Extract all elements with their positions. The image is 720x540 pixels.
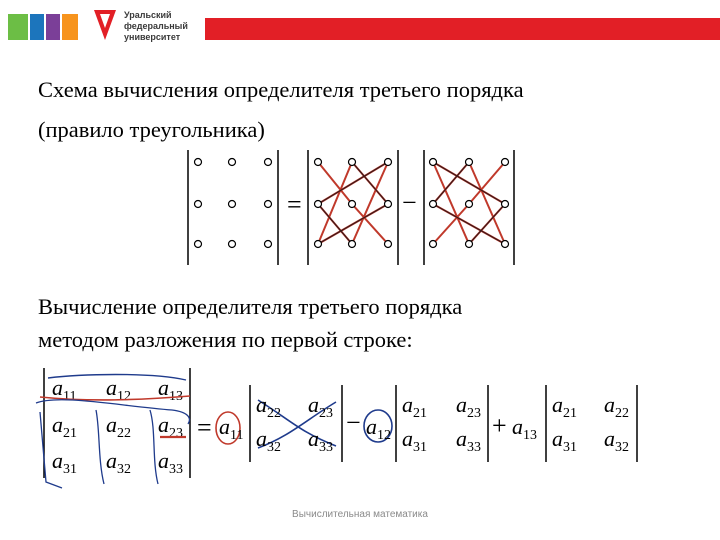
svg-text:a32 (604, 426, 629, 455)
svg-text:a12 (366, 414, 391, 443)
svg-text:a21 (52, 412, 77, 441)
minor-1-index-32: 32 (267, 440, 281, 455)
minor-2-index-21: 21 (413, 406, 427, 421)
logo-text-line-2: федеральный (124, 21, 188, 31)
matrix-letter: a (158, 412, 169, 437)
equals-sign: = (287, 190, 302, 219)
expansion-equals-sign: = (197, 413, 212, 442)
section-2-title-line-1: Вычисление определителя третьего порядка (38, 294, 463, 319)
minor-2-index-33: 33 (467, 440, 481, 455)
minor-1-index-33: 33 (319, 440, 333, 455)
minor-3-index-21: 21 (563, 406, 577, 421)
coefficient-letter: a (219, 414, 230, 439)
matrix-index-13: 13 (169, 389, 183, 404)
footer-caption: Вычислительная математика (292, 509, 428, 520)
matrix-letter: a (52, 448, 63, 473)
svg-text:a31 (52, 448, 77, 477)
matrix-index-33: 33 (169, 462, 183, 477)
matrix-letter: a (52, 412, 63, 437)
matrix-index-11: 11 (63, 389, 77, 404)
minus-sign: − (402, 188, 417, 217)
minor-letter: a (552, 426, 563, 451)
svg-text:a23 (308, 392, 333, 421)
minor-3 (552, 392, 629, 455)
minor-2 (402, 392, 481, 455)
minor-letter: a (604, 392, 615, 417)
minor-letter: a (308, 392, 319, 417)
handwritten-annotations (36, 375, 392, 489)
matrix-index-12: 12 (117, 389, 131, 404)
svg-text:a22 (106, 412, 131, 441)
matrix-letter: a (158, 448, 169, 473)
minor-letter: a (402, 426, 413, 451)
svg-text:a33 (158, 448, 183, 477)
svg-text:a22 (604, 392, 629, 421)
svg-text:a31 (552, 426, 577, 455)
svg-text:a11 (219, 414, 243, 443)
matrix-index-32: 32 (117, 462, 131, 477)
minor-letter: a (256, 392, 267, 417)
matrix-letter: a (158, 375, 169, 400)
minor-letter: a (604, 426, 615, 451)
minor-1 (256, 392, 333, 455)
expansion-plus-sign: + (492, 411, 507, 440)
svg-text:a33 (456, 426, 481, 455)
svg-text:a13 (512, 414, 537, 443)
minor-3-index-31: 31 (563, 440, 577, 455)
svg-text:a23 (456, 392, 481, 421)
matrix-letter: a (106, 412, 117, 437)
main-matrix (52, 375, 183, 477)
minor-2-index-31: 31 (413, 440, 427, 455)
section-1-title-line-1: Схема вычисления определителя третьего порядка (38, 77, 524, 102)
logo-text-line-1: Уральский (124, 10, 172, 20)
svg-text:a21 (402, 392, 427, 421)
coefficient-letter: a (366, 414, 377, 439)
svg-text:a32 (106, 448, 131, 477)
minor-letter: a (456, 392, 467, 417)
matrix-index-31: 31 (63, 462, 77, 477)
matrix-index-23: 23 (169, 426, 183, 441)
minor-2-index-23: 23 (467, 406, 481, 421)
minor-1-index-22: 22 (267, 406, 281, 421)
coefficient-index-11: 11 (230, 428, 244, 443)
logo-text-line-3: университет (124, 32, 181, 42)
matrix-letter: a (52, 375, 63, 400)
expansion-determinant-bars (44, 368, 637, 478)
expansion-minus-sign: − (346, 408, 361, 437)
minor-letter: a (456, 426, 467, 451)
coefficient-letter: a (512, 414, 523, 439)
svg-text:a32 (256, 426, 281, 455)
section-2-title-line-2: методом разложения по первой строке: (38, 327, 413, 352)
svg-text:a21 (552, 392, 577, 421)
svg-text:a22 (256, 392, 281, 421)
coefficient-index-12: 12 (377, 428, 391, 443)
minor-3-index-22: 22 (615, 406, 629, 421)
matrix-letter: a (106, 375, 117, 400)
minor-letter: a (402, 392, 413, 417)
minor-1-index-23: 23 (319, 406, 333, 421)
minor-3-index-32: 32 (615, 440, 629, 455)
matrix-index-21: 21 (63, 426, 77, 441)
section-1-title-line-2: (правило треугольника) (38, 117, 265, 142)
minor-letter: a (552, 392, 563, 417)
svg-text:a31 (402, 426, 427, 455)
matrix-letter: a (106, 448, 117, 473)
svg-text:a33 (308, 426, 333, 455)
coefficient-index-13: 13 (523, 428, 537, 443)
minor-letter: a (308, 426, 319, 451)
minor-letter: a (256, 426, 267, 451)
matrix-index-22: 22 (117, 426, 131, 441)
